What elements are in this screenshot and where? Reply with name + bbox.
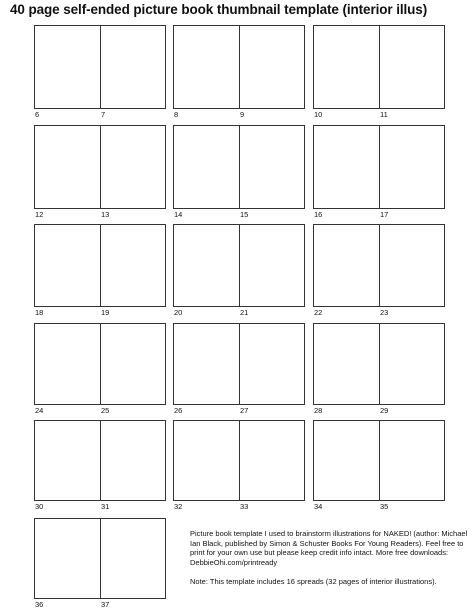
spread-thumbnail — [34, 518, 166, 599]
spread-thumbnail — [313, 25, 445, 109]
page-number-left: 16 — [314, 210, 323, 219]
spread-fold-line — [239, 324, 240, 404]
spread-count-note: Note: This template includes 16 spreads (32 pages of interior illustrations). — [190, 577, 437, 586]
spread-fold-line — [100, 225, 101, 306]
spread-fold-line — [100, 26, 101, 108]
page-number-left: 34 — [314, 502, 323, 511]
spread-fold-line — [100, 421, 101, 500]
spread-fold-line — [100, 324, 101, 404]
page-number-left: 26 — [174, 406, 183, 415]
page-number-right: 23 — [380, 308, 389, 317]
spread-thumbnail — [173, 323, 305, 405]
spread-thumbnail — [173, 224, 305, 307]
spread-thumbnail — [313, 420, 445, 501]
page-title: 40 page self-ended picture book thumbnail template (interior illus) — [10, 2, 428, 17]
spread-fold-line — [239, 421, 240, 500]
spread-thumbnail — [34, 224, 166, 307]
spread-fold-line — [100, 519, 101, 598]
page-number-right: 37 — [101, 600, 110, 609]
page-number-right: 29 — [380, 406, 389, 415]
page-number-left: 22 — [314, 308, 323, 317]
page-number-left: 24 — [35, 406, 44, 415]
page-number-right: 13 — [101, 210, 110, 219]
page-number-left: 18 — [35, 308, 44, 317]
spread-fold-line — [239, 126, 240, 208]
page-number-right: 19 — [101, 308, 110, 317]
page-number-right: 11 — [380, 110, 388, 119]
spread-thumbnail — [313, 125, 445, 209]
spread-thumbnail — [313, 323, 445, 405]
spread-fold-line — [379, 324, 380, 404]
page-number-left: 20 — [174, 308, 183, 317]
page-number-right: 21 — [240, 308, 249, 317]
page-number-right: 31 — [101, 502, 110, 511]
page-number-left: 12 — [35, 210, 44, 219]
page-number-left: 8 — [174, 110, 179, 119]
spread-fold-line — [379, 421, 380, 500]
spread-thumbnail — [173, 420, 305, 501]
spread-thumbnail — [313, 224, 445, 307]
spread-thumbnail — [34, 323, 166, 405]
spread-thumbnail — [173, 25, 305, 109]
page-number-left: 30 — [35, 502, 44, 511]
page-number-right: 7 — [101, 110, 106, 119]
spread-fold-line — [379, 225, 380, 306]
page-number-right: 9 — [240, 110, 245, 119]
spread-fold-line — [239, 26, 240, 108]
spread-thumbnail — [173, 125, 305, 209]
page-number-right: 33 — [240, 502, 249, 511]
page-number-left: 14 — [174, 210, 183, 219]
page-number-right: 27 — [240, 406, 249, 415]
spread-thumbnail — [34, 420, 166, 501]
page-number-right: 35 — [380, 502, 389, 511]
spread-fold-line — [379, 26, 380, 108]
page-number-left: 32 — [174, 502, 183, 511]
spread-thumbnail — [34, 25, 166, 109]
page-number-left: 28 — [314, 406, 323, 415]
page-number-right: 15 — [240, 210, 249, 219]
spread-fold-line — [100, 126, 101, 208]
page-number-right: 17 — [380, 210, 389, 219]
page-number-left: 36 — [35, 600, 44, 609]
spread-fold-line — [379, 126, 380, 208]
spread-fold-line — [239, 225, 240, 306]
page-number-left: 10 — [314, 110, 323, 119]
credit-note: Picture book template I used to brainstorm illustrations for NAKED! (author: Michael Ian Black, published by Simon & Schuster Books For Young Readers). Feel free to print for your own use but please keep credit info intact. More free downloads: DebbieOhi.com/printready — [190, 529, 468, 567]
spread-thumbnail — [34, 125, 166, 209]
page-number-left: 6 — [35, 110, 40, 119]
page-number-right: 25 — [101, 406, 110, 415]
